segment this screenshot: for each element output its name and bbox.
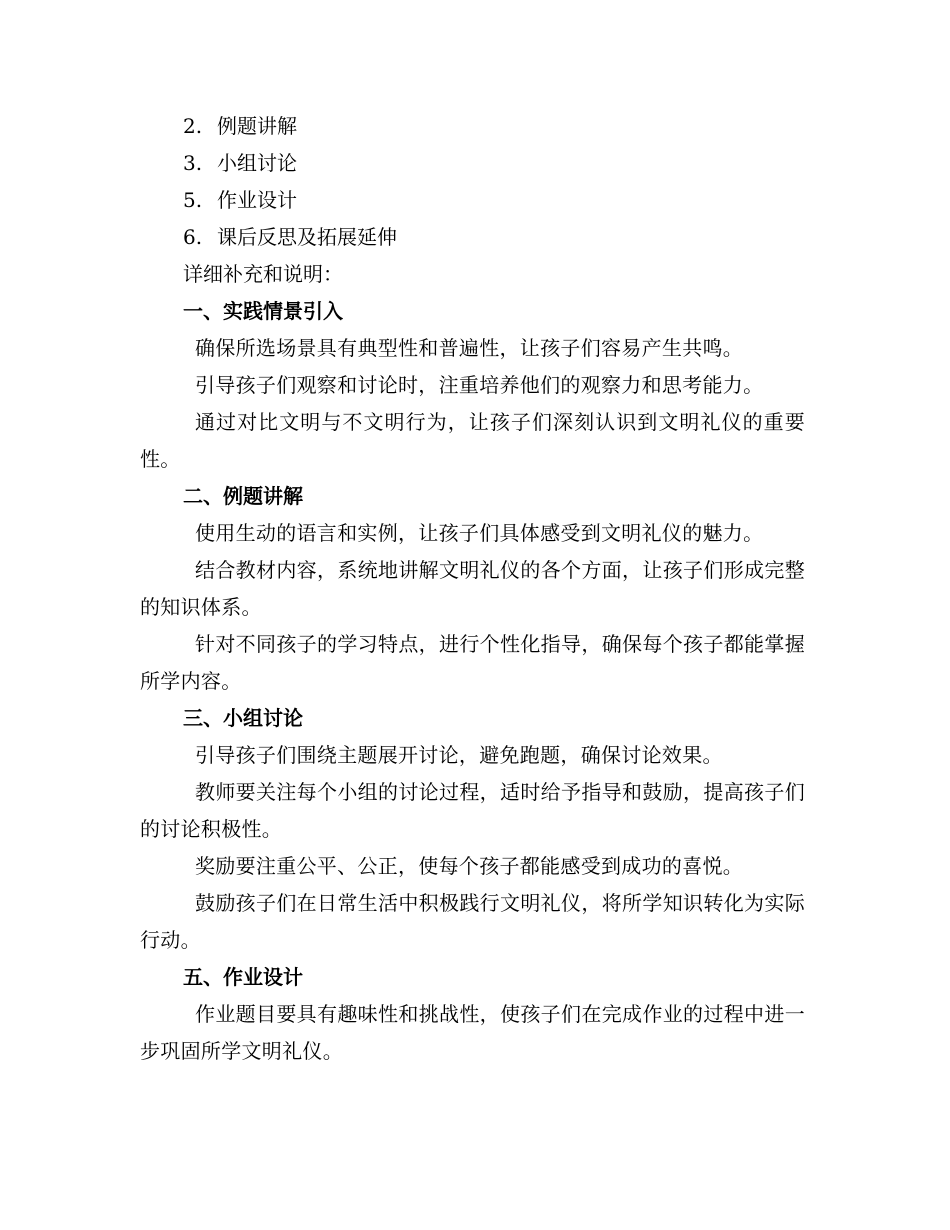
paragraph: 奖励要注重公平、公正，使每个孩子都能感受到成功的喜悦。 [195,854,744,878]
section [140,700,805,959]
paragraph: 通过对比文明与不文明行为，让孩子们深刻认识到文明礼仪的重要性。 [140,410,805,471]
outline-item-number: 6. [183,225,203,249]
section [140,959,805,1070]
outline-item-number: 3. [183,151,203,175]
document-body [140,108,805,1070]
outline-item [140,182,805,219]
section-heading: 五、作业设计 [183,965,303,989]
outline-item-text: 作业设计 [217,188,297,212]
paragraph: 针对不同孩子的学习特点，进行个性化指导，确保每个孩子都能掌握所学内容。 [140,632,805,693]
outline-list [140,108,805,256]
section [140,478,805,700]
outline-item-number: 2. [183,114,203,138]
paragraph: 引导孩子们围绕主题展开讨论，避免跑题，确保讨论效果。 [195,743,723,767]
section-heading: 三、小组讨论 [183,706,303,730]
outline-item-number: 5. [183,188,203,212]
section-heading: 二、例题讲解 [183,484,303,508]
paragraph: 引导孩子们观察和讨论时，注重培养他们的观察力和思考能力。 [195,373,764,397]
intro-text: 详细补充和说明： [183,262,343,286]
paragraph: 鼓励孩子们在日常生活中积极践行文明礼仪，将所学知识转化为实际行动。 [140,891,805,952]
section [140,293,805,478]
paragraph: 确保所选场景具有典型性和普遍性，让孩子们容易产生共鸣。 [195,336,744,360]
outline-item [140,108,805,145]
paragraph: 使用生动的语言和实例，让孩子们具体感受到文明礼仪的魅力。 [195,521,764,545]
outline-item [140,145,805,182]
outline-item-text: 小组讨论 [217,151,297,175]
outline-item-text: 课后反思及拓展延伸 [217,225,397,249]
paragraph: 结合教材内容，系统地讲解文明礼仪的各个方面，让孩子们形成完整的知识体系。 [140,558,805,619]
section-heading: 一、实践情景引入 [183,299,343,323]
paragraph: 教师要关注每个小组的讨论过程，适时给予指导和鼓励，提高孩子们的讨论积极性。 [140,780,805,841]
outline-item [140,219,805,256]
paragraph: 作业题目要具有趣味性和挑战性，使孩子们在完成作业的过程中进一步巩固所学文明礼仪。 [140,1002,805,1063]
outline-item-text: 例题讲解 [217,114,297,138]
